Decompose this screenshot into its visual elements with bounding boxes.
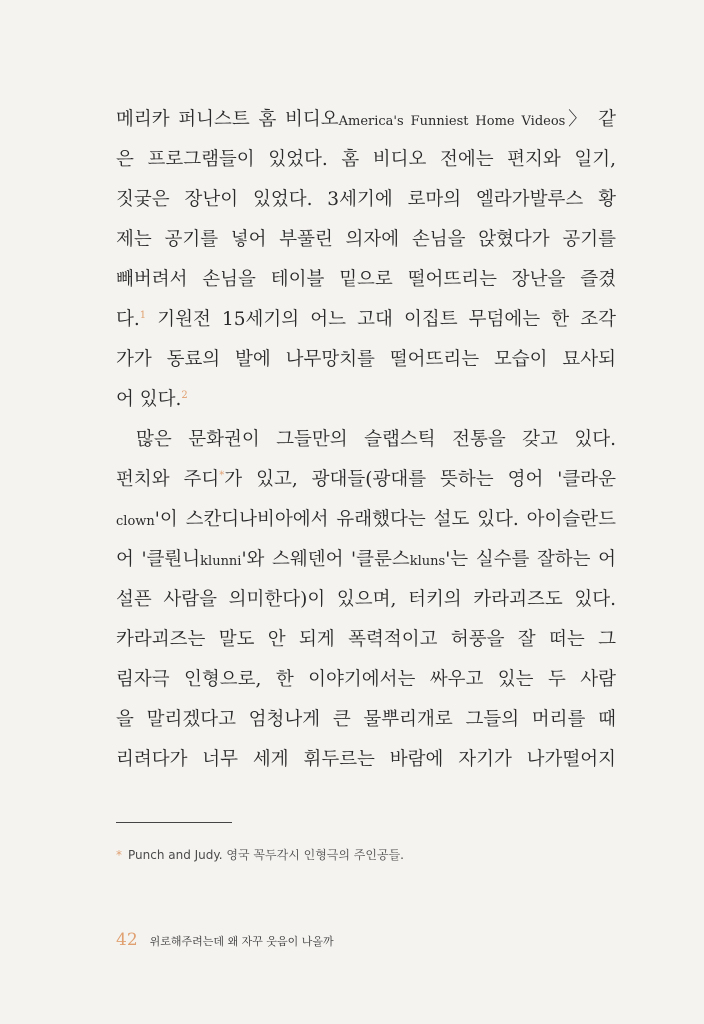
text-line-7: 가가 동료의 발에 나무망치를 떨어뜨리는 모습이 묘사되 — [116, 349, 616, 370]
footnote — [116, 846, 404, 863]
text-line-5: 빼버려서 손님을 테이블 밑으로 떨어뜨리는 장난을 즐겼 — [116, 269, 616, 290]
footnote-divider — [116, 822, 232, 823]
latin-term: kluns — [409, 554, 446, 569]
text-line-17: 리려다가 너무 세게 휘두르는 바람에 자기가 나가떨어지 — [116, 749, 616, 770]
text-line-6: 다.$^1$ 기원전 15세기의 어느 고대 이집트 무덤에는 한 조각 — [116, 309, 616, 330]
page-number: 42 — [116, 930, 138, 950]
footnote-marker: * — [219, 469, 225, 481]
text-line-10: 펀치와 주디*가 있고, 광대들(광대를 뜻하는 영어 '클라운 — [116, 469, 616, 490]
text-line-3: 짓궂은 장난이 있었다. 3세기에 로마의 엘라가발루스 황 — [116, 189, 616, 210]
text-line-1: 메리카 퍼니스트 홈 비디오America's Funniest Home Videos〉 같 — [116, 109, 616, 130]
text-line-9: 많은 문화권이 그들만의 슬랩스틱 전통을 갖고 있다. — [136, 429, 616, 450]
endnote-marker: 1 — [139, 309, 147, 321]
running-title: 위로해주려는데 왜 자꾸 웃음이 나올까 — [149, 935, 334, 948]
text-line-16: 을 말리겠다고 엄청나게 큰 물뿌리개로 그들의 머리를 때 — [116, 709, 616, 730]
text-line-2: 은 프로그램들이 있었다. 홈 비디오 전에는 편지와 일기, — [116, 149, 616, 170]
latin-term: clown — [116, 514, 155, 529]
latin-term: klunni — [200, 554, 242, 569]
footnote-text: Punch and Judy. 영국 꼭두각시 인형극의 주인공들. — [128, 848, 404, 862]
text-line-15: 림자극 인형으로, 한 이야기에서는 싸우고 있는 두 사람 — [116, 669, 616, 690]
endnote-marker: 2 — [181, 389, 188, 401]
latin-term: America's Funniest Home Videos — [338, 114, 566, 129]
text-line-14: 카라괴즈는 말도 안 되게 폭력적이고 허풍을 잘 떠는 그 — [116, 629, 616, 650]
text-line-8: 어 있다.$^2$ — [116, 389, 188, 410]
text-line-4: 제는 공기를 넣어 부풀린 의자에 손님을 앉혔다가 공기를 — [116, 229, 616, 250]
body-text — [116, 100, 616, 780]
page-footer — [116, 930, 334, 950]
footnote-star: * — [116, 848, 122, 862]
text-line-12: 어 '클뤈니klunni'와 스웨덴어 '클룬스kluns'는 실수를 잘하는 어 — [116, 549, 617, 570]
text-line-11: clown'이 스칸디나비아에서 유래했다는 설도 있다. 아이슬란드 — [116, 509, 616, 530]
text-line-13: 설픈 사람을 의미한다)이 있으며, 터키의 카라괴즈도 있다. — [116, 589, 616, 610]
